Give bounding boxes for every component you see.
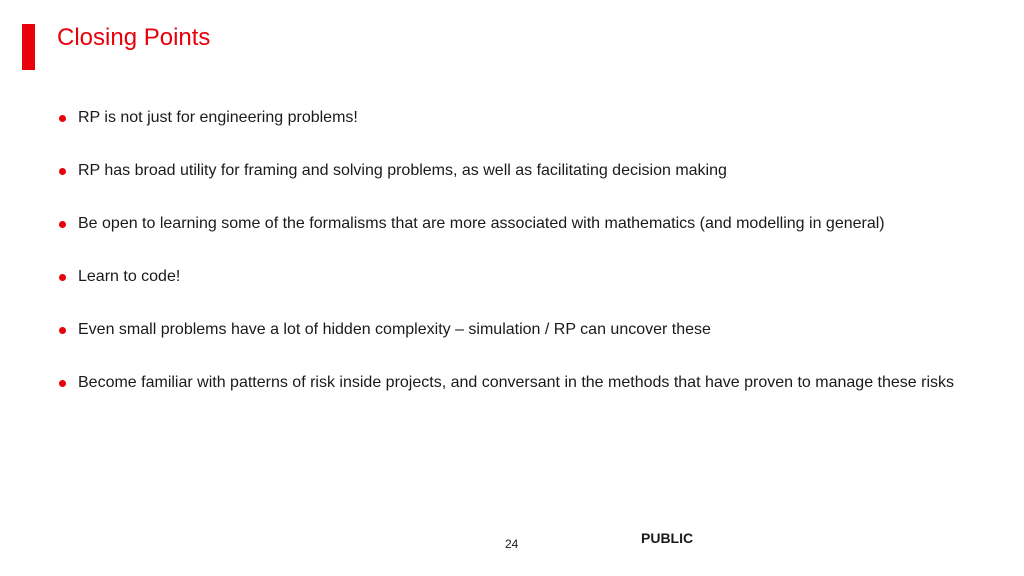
- classification-label: PUBLIC: [641, 530, 694, 546]
- bullet-dot-icon: [59, 115, 66, 122]
- bullet-text: RP has broad utility for framing and solving problems, as well as facilitating decision making: [78, 162, 727, 179]
- bullet-text: Be open to learning some of the formalisms that are more associated with mathematics (and modelling in general): [78, 215, 885, 232]
- bullet-list: [57, 107, 957, 425]
- title-accent-bar: [22, 24, 35, 70]
- bullet-item: [57, 213, 957, 235]
- bullet-dot-icon: [59, 168, 66, 175]
- bullet-text: Learn to code!: [78, 268, 181, 285]
- bullet-item: [57, 107, 957, 129]
- bullet-item: [57, 372, 957, 394]
- bullet-dot-icon: [59, 221, 66, 228]
- bullet-text: RP is not just for engineering problems!: [78, 109, 358, 126]
- slide-title: Closing Points: [57, 24, 211, 51]
- bullet-text: Even small problems have a lot of hidden complexity – simulation / RP can uncover these: [78, 321, 711, 338]
- bullet-dot-icon: [59, 380, 66, 387]
- bullet-dot-icon: [59, 327, 66, 334]
- bullet-item: [57, 319, 957, 341]
- bullet-text: Become familiar with patterns of risk inside projects, and conversant in the methods that have proven to manage these risks: [78, 374, 954, 391]
- bullet-dot-icon: [59, 274, 66, 281]
- bullet-item: [57, 160, 957, 182]
- page-number: 24: [505, 537, 519, 551]
- bullet-item: [57, 266, 957, 288]
